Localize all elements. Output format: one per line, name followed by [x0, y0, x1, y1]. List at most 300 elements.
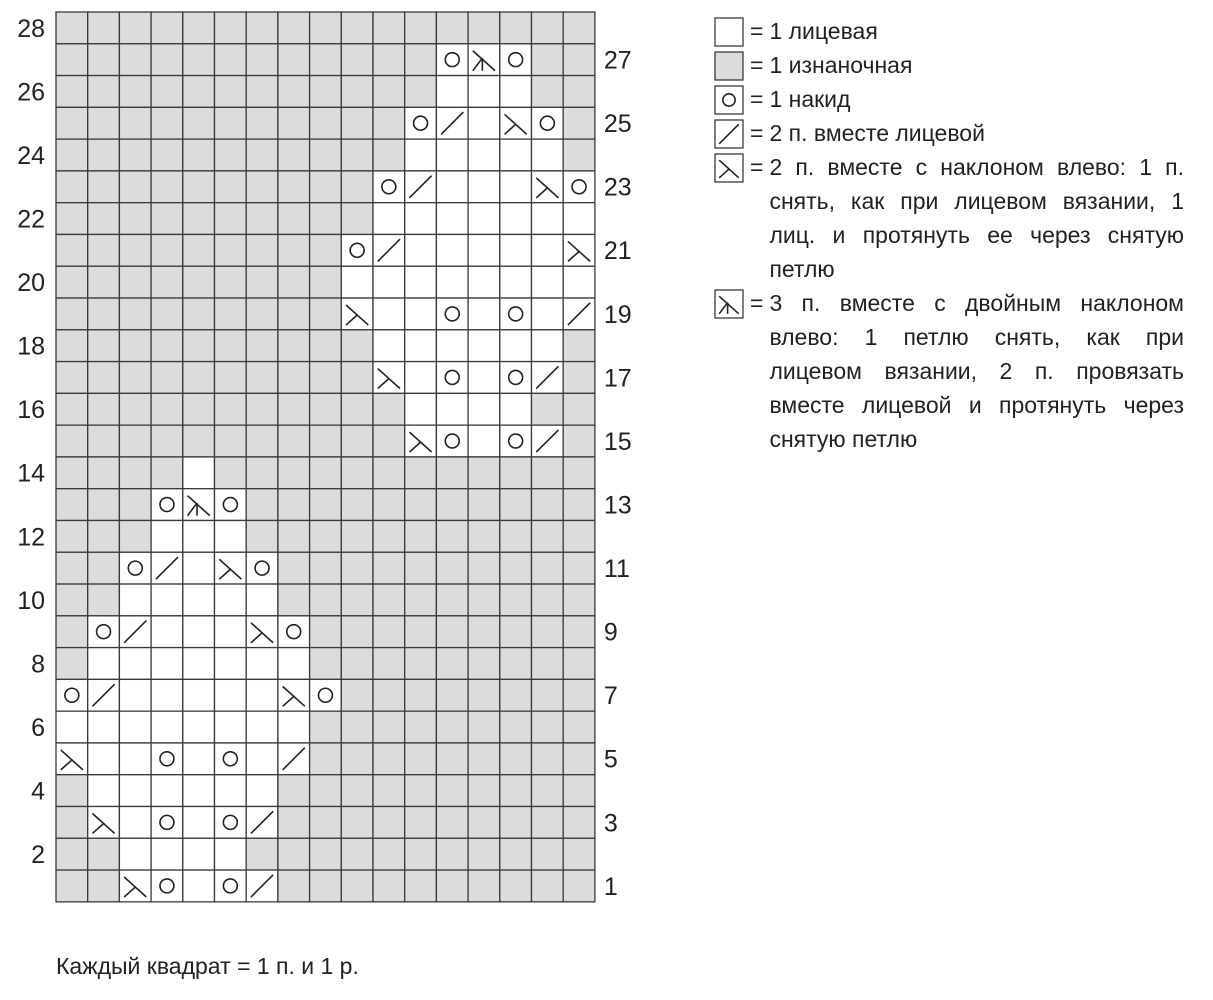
purl-cell: [563, 330, 595, 362]
purl-cell: [151, 457, 183, 489]
knit-cell: [183, 584, 215, 616]
purl-cell: [436, 12, 468, 44]
knit-cell: [246, 584, 278, 616]
yarn-over-cell: [215, 489, 247, 521]
knit-cell: [405, 393, 437, 425]
purl-cell: [436, 520, 468, 552]
purl-cell: [151, 203, 183, 235]
knit-cell: [405, 234, 437, 266]
purl-cell: [151, 76, 183, 108]
legend: [714, 14, 1184, 456]
purl-cell: [88, 552, 120, 584]
purl-cell: [246, 44, 278, 76]
purl-cell: [278, 330, 310, 362]
purl-cell: [183, 12, 215, 44]
purl-cell: [246, 330, 278, 362]
purl-cell: [215, 298, 247, 330]
purl-cell: [436, 648, 468, 680]
purl-cell: [215, 425, 247, 457]
purl-cell: [88, 489, 120, 521]
purl-cell: [373, 584, 405, 616]
knit-cell: [532, 203, 564, 235]
footnote: Каждый квадрат = 1 п. и 1 р.: [56, 953, 359, 979]
purl-cell: [563, 520, 595, 552]
knit-cell: [436, 171, 468, 203]
purl-cell: [56, 12, 88, 44]
purl-cell: [405, 807, 437, 839]
purl-cell: [532, 76, 564, 108]
purl-cell: [405, 12, 437, 44]
purl-cell: [119, 425, 151, 457]
knit-cell: [436, 393, 468, 425]
purl-cell: [373, 12, 405, 44]
purl-cell: [563, 711, 595, 743]
purl-cell: [183, 234, 215, 266]
purl-cell: [373, 425, 405, 457]
purl-cell: [373, 838, 405, 870]
purl-cell: [278, 584, 310, 616]
legend-list: [714, 14, 1184, 456]
purl-cell: [56, 616, 88, 648]
ssk-icon: [714, 153, 744, 183]
purl-cell: [56, 203, 88, 235]
knit-cell: [151, 679, 183, 711]
purl-cell: [468, 12, 500, 44]
purl-cell: [468, 775, 500, 807]
purl-cell: [278, 457, 310, 489]
purl-cell: [215, 203, 247, 235]
purl-cell: [563, 139, 595, 171]
row-label-right: 25: [603, 110, 632, 139]
knit-cell: [183, 775, 215, 807]
purl-cell: [563, 457, 595, 489]
purl-cell: [436, 775, 468, 807]
purl-cell: [341, 139, 373, 171]
purl-cell: [563, 107, 595, 139]
purl-cell: [56, 489, 88, 521]
purl-cell: [119, 330, 151, 362]
purl-cell: [405, 44, 437, 76]
purl-cell: [215, 457, 247, 489]
knit-cell: [500, 330, 532, 362]
yarn-over-cell: [151, 807, 183, 839]
yarn-over-cell: [56, 679, 88, 711]
purl-cell: [373, 807, 405, 839]
yarn-over-cell: [373, 171, 405, 203]
legend-equals: =: [750, 290, 764, 316]
purl-cell: [151, 44, 183, 76]
row-label-right: 27: [603, 46, 632, 75]
purl-cell: [532, 489, 564, 521]
purl-icon: [714, 51, 744, 81]
purl-cell: [532, 12, 564, 44]
row-label-right: 5: [603, 745, 618, 774]
purl-cell: [341, 425, 373, 457]
purl-cell: [278, 12, 310, 44]
knit-cell: [405, 203, 437, 235]
purl-cell: [119, 76, 151, 108]
purl-cell: [563, 76, 595, 108]
purl-cell: [563, 393, 595, 425]
purl-cell: [88, 457, 120, 489]
purl-cell: [183, 203, 215, 235]
legend-item-purl: [714, 48, 1184, 82]
purl-cell: [563, 743, 595, 775]
purl-cell: [500, 616, 532, 648]
knit-cell: [183, 679, 215, 711]
purl-cell: [278, 171, 310, 203]
purl-cell: [341, 807, 373, 839]
purl-cell: [563, 648, 595, 680]
yarn-over-cell: [532, 107, 564, 139]
purl-cell: [310, 711, 342, 743]
knit-cell: [405, 362, 437, 394]
purl-cell: [278, 870, 310, 902]
purl-cell: [151, 393, 183, 425]
purl-cell: [436, 457, 468, 489]
legend-text: 2 п. вместе с наклоном влево: 1 п. снять, как при лицевом вязании, 1 лиц. и протянуть ее через снятую петлю: [769, 154, 1184, 282]
purl-cell: [373, 76, 405, 108]
purl-cell: [310, 107, 342, 139]
knit-cell: [215, 648, 247, 680]
purl-cell: [183, 107, 215, 139]
knit-cell: [532, 139, 564, 171]
purl-cell: [88, 425, 120, 457]
purl-cell: [151, 234, 183, 266]
knit-cell: [532, 330, 564, 362]
purl-cell: [310, 425, 342, 457]
knit-cell: [119, 648, 151, 680]
purl-cell: [341, 870, 373, 902]
purl-cell: [310, 648, 342, 680]
legend-equals: =: [750, 52, 764, 78]
purl-cell: [341, 393, 373, 425]
knit-cell: [405, 298, 437, 330]
knit-cell: [183, 711, 215, 743]
purl-cell: [468, 743, 500, 775]
purl-cell: [373, 520, 405, 552]
purl-cell: [405, 743, 437, 775]
yarn-over-cell: [500, 44, 532, 76]
purl-cell: [405, 616, 437, 648]
purl-cell: [373, 711, 405, 743]
purl-cell: [215, 107, 247, 139]
purl-cell: [436, 838, 468, 870]
knit-cell: [405, 266, 437, 298]
purl-cell: [246, 171, 278, 203]
purl-cell: [500, 743, 532, 775]
purl-cell: [563, 489, 595, 521]
knit-cell: [500, 234, 532, 266]
purl-cell: [436, 711, 468, 743]
purl-cell: [341, 838, 373, 870]
purl-cell: [88, 139, 120, 171]
purl-cell: [278, 838, 310, 870]
purl-cell: [532, 679, 564, 711]
purl-cell: [183, 139, 215, 171]
knit-cell: [151, 616, 183, 648]
purl-cell: [88, 44, 120, 76]
knit-cell: [215, 711, 247, 743]
purl-cell: [56, 393, 88, 425]
purl-cell: [88, 330, 120, 362]
purl-cell: [310, 76, 342, 108]
purl-cell: [246, 425, 278, 457]
purl-cell: [468, 679, 500, 711]
knit-cell: [215, 775, 247, 807]
knit-cell: [373, 330, 405, 362]
purl-cell: [468, 489, 500, 521]
purl-cell: [119, 12, 151, 44]
purl-cell: [183, 362, 215, 394]
purl-cell: [310, 12, 342, 44]
purl-cell: [373, 489, 405, 521]
purl-cell: [500, 679, 532, 711]
yarn-over-cell: [119, 552, 151, 584]
purl-cell: [56, 107, 88, 139]
purl-cell: [119, 171, 151, 203]
knit-cell: [56, 711, 88, 743]
purl-cell: [215, 76, 247, 108]
legend-equals: =: [750, 86, 764, 112]
knit-cell: [119, 775, 151, 807]
purl-cell: [405, 552, 437, 584]
purl-cell: [56, 520, 88, 552]
yarn-over-cell: [278, 616, 310, 648]
knit-cell: [436, 76, 468, 108]
row-label-right: 17: [603, 364, 632, 393]
purl-cell: [563, 552, 595, 584]
purl-cell: [246, 203, 278, 235]
knit-cell: [151, 648, 183, 680]
purl-cell: [500, 870, 532, 902]
knit-cell: [341, 266, 373, 298]
purl-cell: [563, 807, 595, 839]
purl-cell: [119, 298, 151, 330]
purl-cell: [56, 171, 88, 203]
purl-cell: [56, 807, 88, 839]
purl-cell: [88, 12, 120, 44]
purl-cell: [278, 139, 310, 171]
knit-cell: [183, 648, 215, 680]
purl-cell: [436, 552, 468, 584]
purl-cell: [119, 266, 151, 298]
purl-cell: [532, 520, 564, 552]
purl-cell: [373, 775, 405, 807]
legend-item-sk2p: [714, 286, 1184, 456]
purl-cell: [183, 298, 215, 330]
purl-cell: [532, 648, 564, 680]
purl-cell: [246, 234, 278, 266]
purl-cell: [532, 743, 564, 775]
purl-cell: [278, 203, 310, 235]
purl-cell: [436, 584, 468, 616]
purl-cell: [468, 520, 500, 552]
purl-cell: [215, 266, 247, 298]
purl-cell: [215, 44, 247, 76]
purl-cell: [310, 44, 342, 76]
purl-cell: [405, 838, 437, 870]
purl-cell: [278, 76, 310, 108]
yarn-over-icon: [714, 85, 744, 115]
purl-cell: [56, 870, 88, 902]
purl-cell: [405, 870, 437, 902]
purl-cell: [119, 393, 151, 425]
legend-item-yarn-over: [714, 82, 1184, 116]
knit-cell: [500, 171, 532, 203]
purl-cell: [532, 807, 564, 839]
purl-cell: [532, 870, 564, 902]
purl-cell: [119, 203, 151, 235]
legend-item-k2tog: [714, 116, 1184, 150]
knit-cell: [468, 362, 500, 394]
purl-cell: [151, 266, 183, 298]
purl-cell: [215, 139, 247, 171]
knit-cell: [246, 711, 278, 743]
knit-cell: [183, 838, 215, 870]
purl-cell: [341, 679, 373, 711]
purl-cell: [246, 139, 278, 171]
purl-cell: [563, 838, 595, 870]
purl-cell: [500, 457, 532, 489]
knit-cell: [246, 679, 278, 711]
knit-cell: [119, 838, 151, 870]
purl-cell: [310, 266, 342, 298]
row-label-left: 10: [17, 586, 45, 615]
knit-cell: [88, 648, 120, 680]
knit-cell: [468, 298, 500, 330]
purl-cell: [373, 44, 405, 76]
purl-cell: [151, 330, 183, 362]
yarn-over-cell: [500, 425, 532, 457]
knit-cell: [532, 298, 564, 330]
knit-cell: [88, 711, 120, 743]
row-label-left: 26: [17, 78, 45, 107]
row-label-left: 28: [17, 14, 45, 43]
knit-cell: [183, 457, 215, 489]
knit-cell: [119, 584, 151, 616]
purl-cell: [341, 489, 373, 521]
purl-cell: [405, 457, 437, 489]
purl-cell: [215, 362, 247, 394]
purl-cell: [436, 807, 468, 839]
purl-cell: [246, 393, 278, 425]
purl-cell: [310, 584, 342, 616]
row-label-right: 9: [603, 618, 618, 647]
row-label-left: 12: [17, 523, 45, 552]
purl-cell: [151, 425, 183, 457]
row-label-right: 13: [603, 491, 632, 520]
knit-cell: [373, 266, 405, 298]
purl-cell: [500, 807, 532, 839]
knit-cell: [468, 139, 500, 171]
row-label-right: 21: [603, 237, 632, 266]
purl-cell: [246, 489, 278, 521]
purl-cell: [183, 330, 215, 362]
purl-cell: [532, 711, 564, 743]
k2tog-icon: [714, 119, 744, 149]
purl-cell: [278, 520, 310, 552]
purl-cell: [215, 330, 247, 362]
purl-cell: [310, 330, 342, 362]
purl-cell: [119, 489, 151, 521]
knit-cell: [246, 775, 278, 807]
purl-cell: [310, 362, 342, 394]
purl-cell: [278, 44, 310, 76]
purl-cell: [563, 775, 595, 807]
purl-cell: [246, 520, 278, 552]
yarn-over-cell: [215, 870, 247, 902]
purl-cell: [88, 870, 120, 902]
purl-cell: [373, 139, 405, 171]
row-label-left: 20: [17, 269, 45, 298]
purl-cell: [532, 457, 564, 489]
purl-cell: [246, 298, 278, 330]
purl-cell: [151, 107, 183, 139]
knit-cell: [215, 679, 247, 711]
knit-cell: [500, 139, 532, 171]
purl-cell: [405, 648, 437, 680]
purl-cell: [405, 76, 437, 108]
knit-cell: [183, 870, 215, 902]
knit-cell: [468, 171, 500, 203]
row-label-left: 8: [31, 650, 45, 679]
purl-cell: [88, 584, 120, 616]
purl-cell: [183, 393, 215, 425]
purl-cell: [56, 584, 88, 616]
knit-cell: [436, 203, 468, 235]
purl-cell: [563, 425, 595, 457]
purl-cell: [56, 648, 88, 680]
row-label-right: 23: [603, 173, 632, 202]
yarn-over-cell: [246, 552, 278, 584]
purl-cell: [373, 870, 405, 902]
knit-cell: [88, 743, 120, 775]
purl-cell: [341, 76, 373, 108]
purl-cell: [310, 171, 342, 203]
purl-cell: [373, 648, 405, 680]
knit-cell: [563, 203, 595, 235]
purl-cell: [532, 552, 564, 584]
purl-cell: [532, 44, 564, 76]
knit-cell: [373, 203, 405, 235]
purl-cell: [373, 616, 405, 648]
purl-cell: [310, 393, 342, 425]
purl-cell: [56, 330, 88, 362]
yarn-over-cell: [436, 298, 468, 330]
purl-cell: [373, 552, 405, 584]
legend-text: 1 накид: [769, 86, 851, 112]
purl-cell: [468, 457, 500, 489]
purl-cell: [88, 298, 120, 330]
purl-cell: [278, 775, 310, 807]
yarn-over-cell: [310, 679, 342, 711]
purl-cell: [563, 12, 595, 44]
chart-grid: [56, 12, 595, 902]
purl-cell: [278, 393, 310, 425]
purl-cell: [341, 203, 373, 235]
purl-cell: [278, 489, 310, 521]
legend-text: 3 п. вместе с двойным наклоном влево: 1 петлю снять, как при лицевом вязании, 2 п. провязать вместе лицевой и протянуть через снятую петлю: [769, 290, 1184, 452]
knit-cell: [500, 393, 532, 425]
knit-cell: [436, 139, 468, 171]
purl-cell: [405, 584, 437, 616]
purl-cell: [563, 870, 595, 902]
purl-cell: [88, 203, 120, 235]
purl-cell: [405, 679, 437, 711]
yarn-over-cell: [405, 107, 437, 139]
purl-cell: [310, 203, 342, 235]
